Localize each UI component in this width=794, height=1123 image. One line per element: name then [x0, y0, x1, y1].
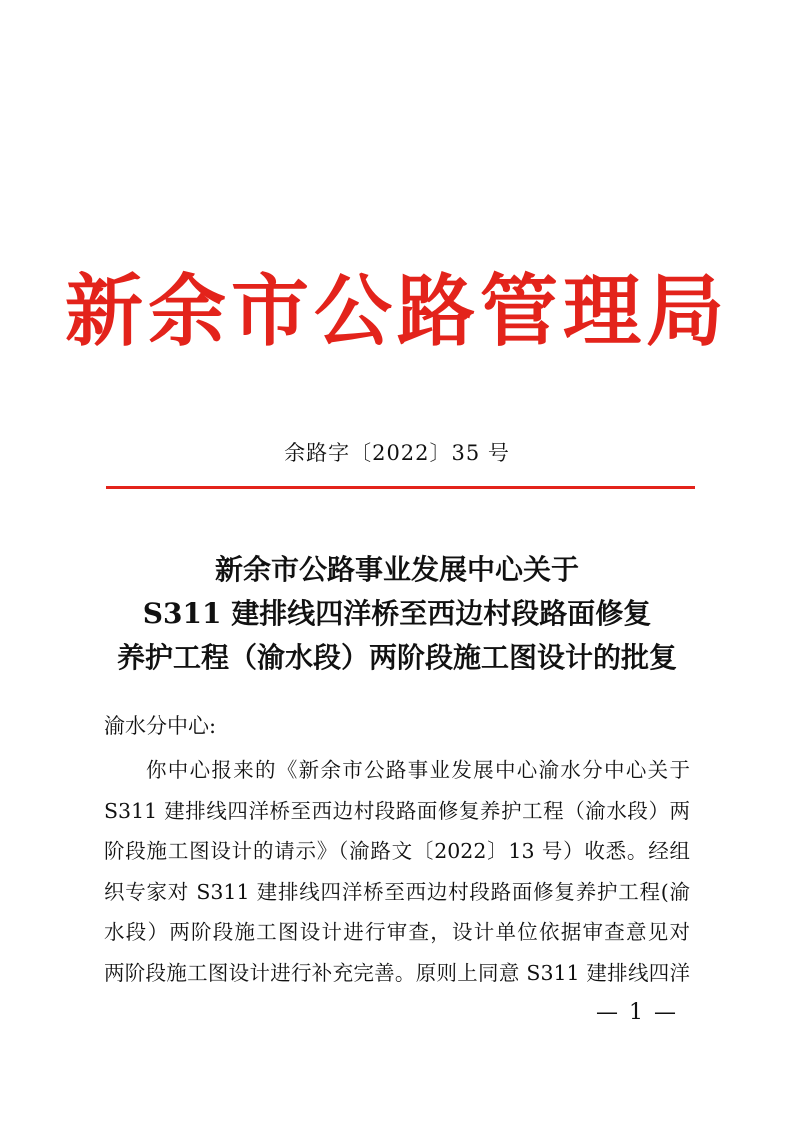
document-number: 余路字〔2022〕35 号: [284, 441, 510, 465]
body-line: 你中心报来的《新余市公路事业发展中心渝水分中心关于: [146, 758, 690, 782]
red-divider-line: [106, 486, 695, 489]
body-line: 两阶段施工图设计进行补充完善。原则上同意 S311 建排线四洋: [104, 960, 690, 985]
page-number: — 1 —: [596, 1000, 678, 1025]
recipient: 渝水分中心:: [104, 714, 217, 738]
document-title-line: S311 建排线四洋桥至西边村段路面修复: [142, 597, 652, 630]
document-title: [60, 548, 734, 680]
body-line: 水段）两阶段施工图设计进行审查，设计单位依据审查意见对: [104, 920, 690, 944]
body-line: 阶段施工图设计的请示》（渝路文〔2022〕13 号）收悉。经组: [104, 839, 690, 863]
body-line: S311 建排线四洋桥至西边村段路面修复养护工程（渝水段）两: [104, 798, 690, 823]
document-title-line: 养护工程（渝水段）两阶段施工图设计的批复: [116, 641, 677, 674]
body-paragraph: [104, 750, 690, 993]
document-title-line: 新余市公路事业发展中心关于: [214, 553, 579, 586]
body-line: 织专家对 S311 建排线四洋桥至西边村段路面修复养护工程(渝: [104, 879, 690, 904]
agency-title: 新余市公路管理局: [64, 266, 729, 357]
